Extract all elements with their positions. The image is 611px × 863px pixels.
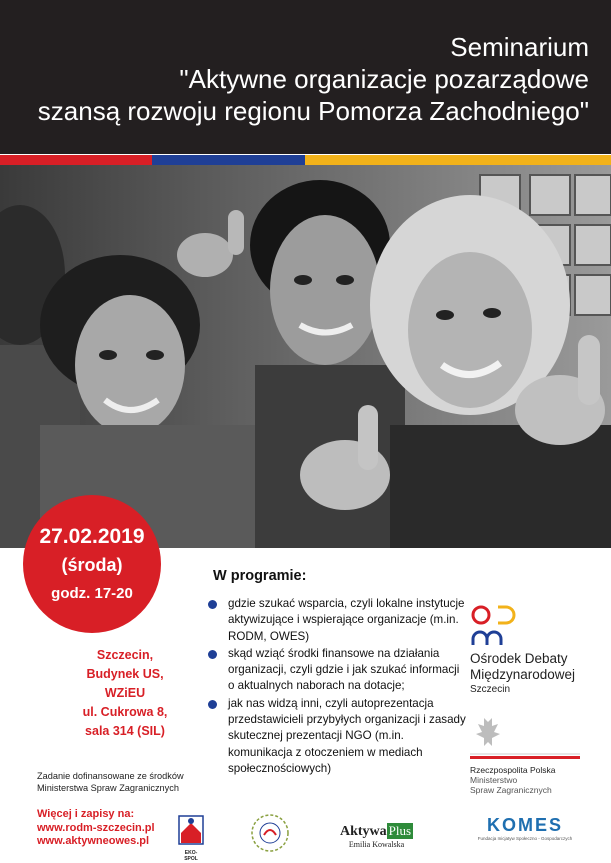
funding-note: Zadanie dofinansowane ze środków Ministerstwa Spraw Zagranicznych (37, 771, 184, 793)
program-list (208, 596, 468, 777)
location-line-5: sala 314 (SIL) (85, 724, 165, 738)
eko-spol-icon (178, 815, 204, 845)
aktywa-plus-logo: Aktywa Plus Emilia Kowalska (340, 823, 412, 849)
komes-logo: KOMES Fundacja Inicjatyw Społeczno - Gospodarczych (477, 815, 573, 841)
event-date: 27.02.2019 (39, 525, 145, 548)
stripe-red (0, 155, 152, 165)
msz-logo (470, 712, 580, 767)
location-line-4: ul. Cukrowa 8, (82, 705, 168, 719)
eko-spol-logo: EKO-SPOL (178, 815, 204, 853)
stripe-blue (152, 155, 305, 165)
odm-logo-icon (470, 605, 520, 651)
date-badge (23, 495, 161, 633)
location-line-3: WZiEU (104, 686, 146, 700)
eagle-emblem-icon (470, 712, 580, 762)
odm-name: Ośrodek Debaty Międzynarodowej (470, 651, 576, 682)
bullet-icon (208, 700, 217, 709)
title-line-2: "Aktywne organizacje pozarządowe (179, 64, 589, 94)
stripe-yellow (305, 155, 611, 165)
msz-text: Rzeczpospolita Polska Ministerstwo Spraw Zagranicznych (470, 765, 556, 795)
title-line-1: Seminarium (450, 32, 589, 62)
location-line-2: Budynek US, (86, 667, 164, 681)
program-item: skąd wziąć środki finansowe na działania organizacji, czyli gdzie i jak szukać informacji o aktualnych naborach na dotacje; (208, 646, 468, 695)
program-item: jak nas widzą inni, czyli autoprezentacja przedstawicieli przybyłych organizacji i zasady skutecznej prezentacji NGO (m.in. komunikacja z otoczeniem w mediach społecznościowych) (208, 696, 468, 777)
contact-label: Więcej i zapisy na: (37, 808, 135, 820)
location-line-1: Szczecin, (96, 648, 154, 662)
bullet-icon (208, 600, 217, 609)
link-aktywneowes[interactable]: www.aktywneowes.pl (37, 835, 150, 847)
contact-block (37, 808, 155, 849)
odm-city: Szczecin (470, 684, 511, 695)
event-day: (środa) (61, 555, 123, 575)
link-rodm[interactable]: www.rodm-szczecin.pl (37, 821, 155, 834)
header-banner (0, 0, 611, 154)
bullet-icon (208, 650, 217, 659)
association-seal-icon (250, 813, 290, 853)
group-photo (0, 165, 611, 548)
program-title: W programie: (213, 568, 307, 584)
event-time: godz. 17-20 (51, 585, 133, 602)
program-item: gdzie szukać wsparcia, czyli lokalne instytucje aktywizujące i wspierające organizacje (m.in. RODM, OWES) (208, 596, 468, 645)
title-line-3: szansą rozwoju regionu Pomorza Zachodniego" (37, 96, 589, 126)
